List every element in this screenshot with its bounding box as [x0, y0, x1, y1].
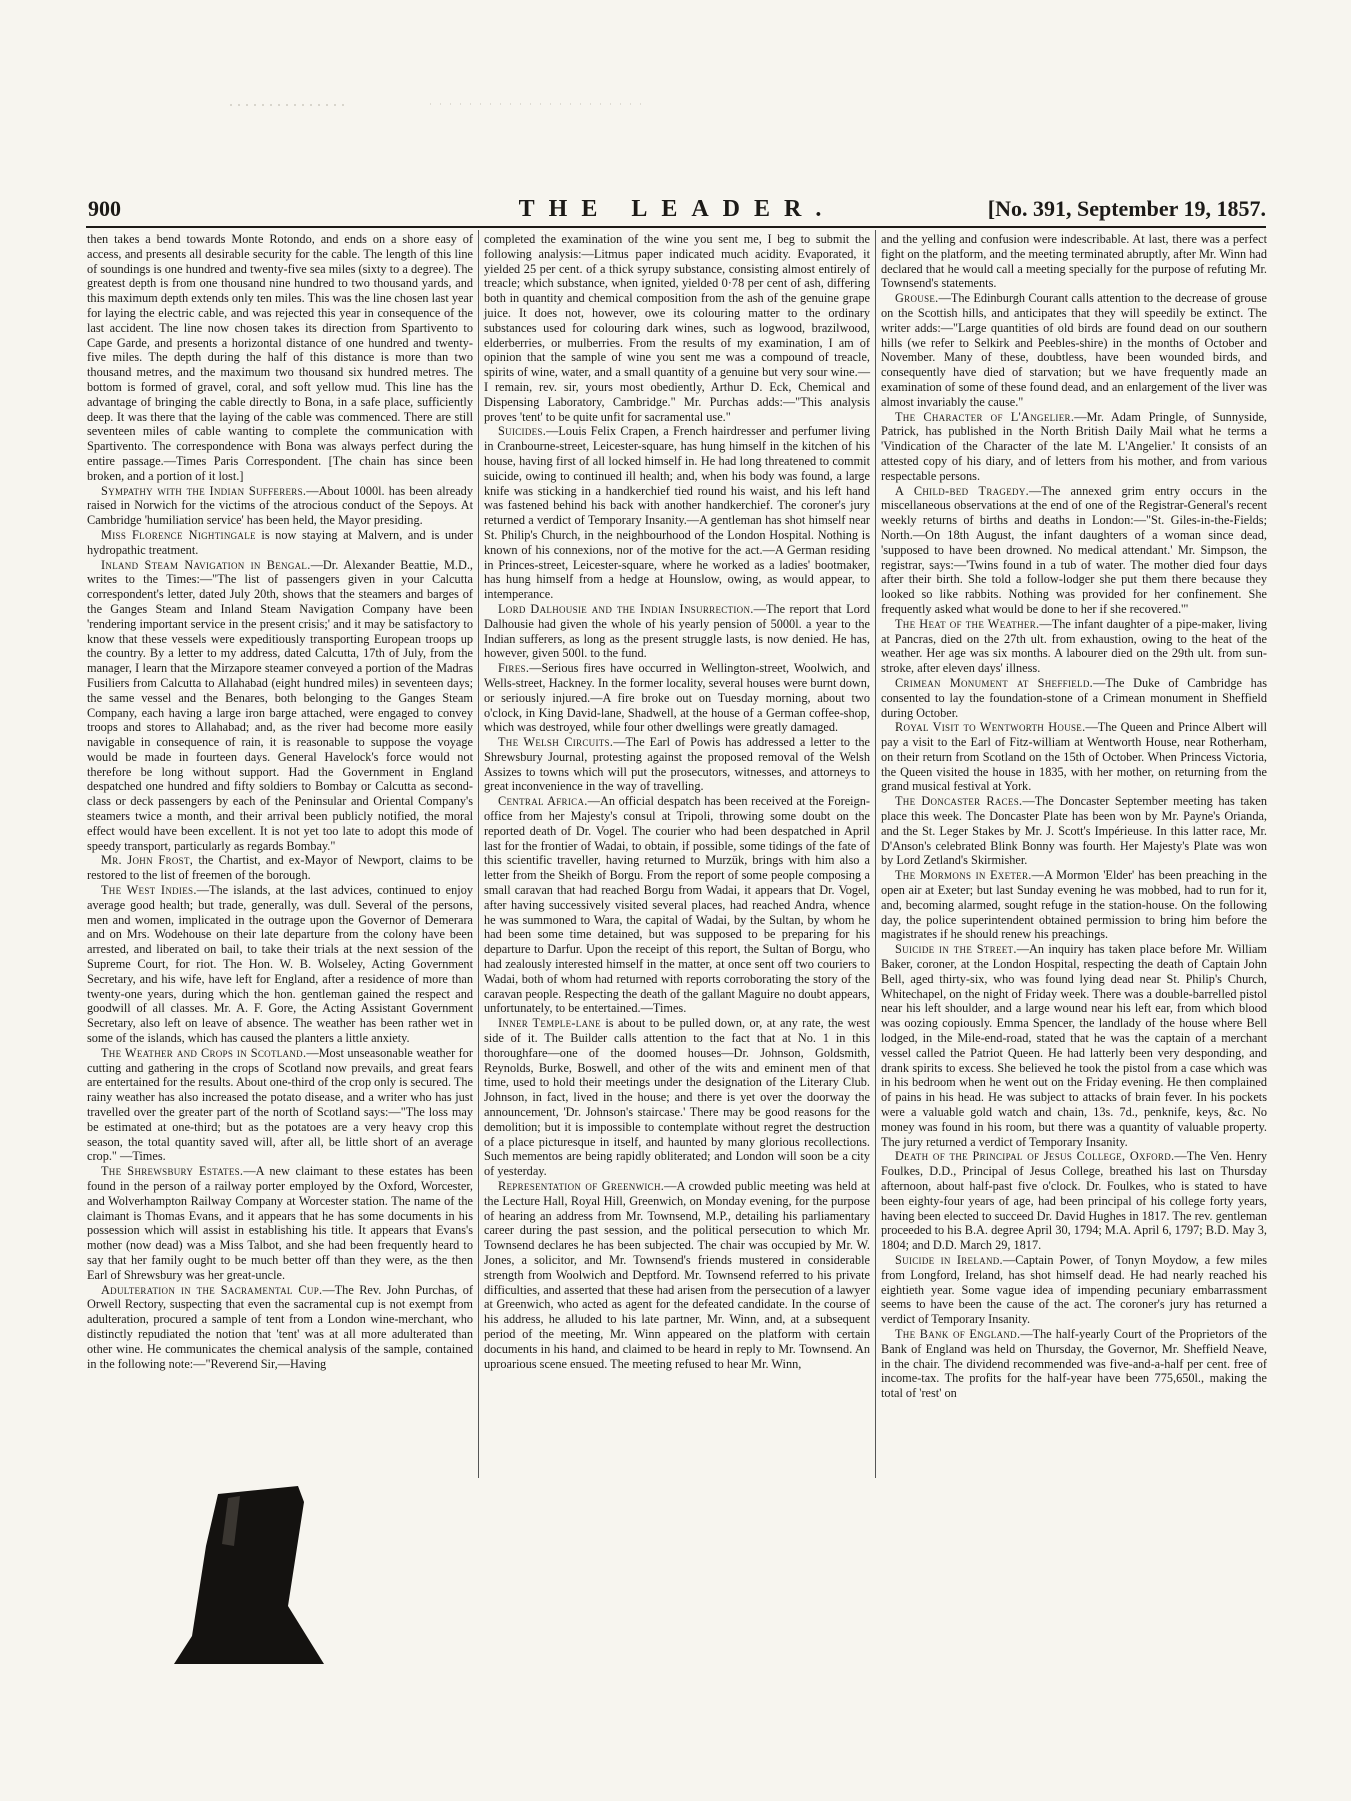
top-scan-specks [230, 96, 650, 104]
article-text: —About 1000l. has been already raised in Norwich for the victims of the atrocious conduct of the Sepoys. At Cambridge 'humiliation service' has been held, the Mayor presiding. [87, 483, 473, 528]
article-paragraph [881, 868, 1267, 942]
article-paragraph [87, 232, 473, 484]
article-paragraph [87, 883, 473, 1046]
article-heading: The West Indies. [101, 883, 197, 898]
article-paragraph [881, 676, 1267, 720]
article-heading: Miss Florence Nightingale [101, 527, 256, 542]
article-paragraph [881, 232, 1267, 291]
article-text: is now staying at Malvern, and is under hydropathic treatment. [87, 527, 473, 557]
article-paragraph [87, 484, 473, 528]
column-2 [484, 232, 870, 1371]
article-heading: The Welsh Circuits. [498, 735, 614, 750]
article-heading: Fires. [498, 661, 530, 676]
article-paragraph [87, 1283, 473, 1372]
article-heading: Sympathy with the Indian Sufferers. [101, 483, 307, 498]
article-heading: The Mormons in Exeter. [895, 868, 1032, 883]
article-heading: Central Africa. [498, 794, 588, 809]
header-rule [86, 226, 1266, 228]
article-heading: Representation of Greenwich. [498, 1179, 665, 1193]
article-text: —The Earl of Powis has addressed a letter to the Shrewsbury Journal, protesting against the proposed removal of the Welsh Assizes to towns which will put the prosecutors, witnesses, and attorneys to great inconvenience in the way of travelling. [484, 735, 870, 794]
article-paragraph [87, 558, 473, 854]
article-text: —Most unseasonable weather for cutting and gathering in the crops of Scotland now prevails, and great fears are entertained for the results. About one-third of the crop only is secured. The rainy weather has also increased the potato disease, and a writer who has just travelled over the greater part of the north of Scotland says:—"The loss may be estimated at one-third; but as the potatoes are a very heavy crop this season, the total quantity saved will, after all, be little short of an average crop." —Times. [87, 1045, 473, 1164]
article-text: —Dr. Alexander Beattie, M.D., writes to the Times:—"The list of passengers given in your Calcutta correspondent's letter, dated July 20th, shows that the steamers and barges of the Ganges Steam and Inland Steam Navigation Company have been 'rendering important service in the present crisis;' and it may be satisfactory to know that these vessels were expeditiously transporting European troops up the country. By a letter to my address, dated Calcutta, 17th of July, from the manager, I learn that the Mirzapore steamer conveyed a portion of the Madras Fusiliers from Calcutta to Allahabad (eight hundred miles) in seventeen days; the same vessel and the Benares, both belonging to the Ganges Steam Company, each having a large iron barge attached, were engaged to convey troops and stores to Allahabad; and, as the river had become more easily navigable in consequence of rain, it is reasonable to suppose the voyage would be made in fourteen days. General Havelock's force would not therefore be long without support. Had the Government in England despatched one hundred and fifty soldiers to Bombay or Calcutta as second-class or deck passengers by each of the Peninsular and Oriental Company's steamers twice a month, and their arrival been publicly notified, the moral effect would have been excellent. It is not yet too late to adopt this mode of speedy transport, particularly as regards Bombay." [87, 557, 473, 853]
page-number: 900 [88, 196, 121, 221]
article-text: —The Queen and Prince Albert will pay a visit to the Earl of Fitz-william at Wentworth House, near Rotherham, on their return from Scotland on the 15th of October. When Princess Victoria, the Queen visited the house in 1835, with her mother, on returning from the grand musical festival at York. [881, 720, 1267, 794]
article-paragraph [881, 410, 1267, 484]
article-text: —Mr. Adam Pringle, of Sunnyside, Patrick, has published in the North British Daily Mail what he terms a 'Vindication of the Character of the late M. L'Angelier.' It consists of an attested copy of his diary, and of letters from his mother, and from various respectable persons. [881, 409, 1267, 483]
article-text: —A new claimant to these estates has been found in the person of a railway porter employed by the Oxford, Worcester, and Wolverhampton Railway Company at Worcester station. The name of the claimant is Thomas Evans, and it appears that he has some documents in his possession which will assist in establishing his title. It appears that Evans's mother (now dead) was a Miss Talbot, and she had been frequently heard to say that her family ought to be much better off than they were, as the then Earl of Shrewsbury was her great-uncle. [87, 1164, 473, 1282]
article-paragraph [881, 942, 1267, 1149]
article-heading: A Child-bed Tragedy. [895, 483, 1029, 498]
masthead-title: THE LEADER. [518, 196, 836, 222]
article-heading: Lord Dalhousie and the Indian Insurrection. [498, 601, 754, 616]
article-heading: Crimean Monument at Sheffield. [895, 675, 1094, 690]
issue-line: [No. 391, September 19, 1857. [987, 196, 1266, 221]
article-heading: The Heat of the Weather. [895, 616, 1040, 631]
article-paragraph [881, 794, 1267, 868]
article-paragraph [881, 617, 1267, 676]
article-paragraph [484, 794, 870, 1016]
article-paragraph [881, 1149, 1267, 1253]
article-heading: Inland Steam Navigation in Bengal. [101, 557, 311, 572]
article-heading: The Bank of England. [895, 1326, 1021, 1341]
article-paragraph [484, 602, 870, 661]
article-heading: The Character of L'Angelier. [895, 409, 1075, 424]
article-heading: The Shrewsbury Estates. [101, 1164, 244, 1179]
article-paragraph [484, 735, 870, 794]
article-paragraph [87, 853, 473, 883]
page-header [88, 196, 1266, 222]
article-text: the Chartist, and ex-Mayor of Newport, claims to be restored to the list of freemen of the borough. [87, 853, 473, 883]
article-text: —The islands, at the last advices, continued to enjoy average good health; but trade, generally, was dull. Several of the persons, men and women, implicated in the outrage upon the Governor of Demerara and on Mrs. Wodehouse on their late departure from the colony have been arrested, and liberated on bail, to take their trials at the next session of the Supreme Court, for riot. The Hon. W. B. Wolseley, Acting Government Secretary, and his wife, have left for England, after a residence of more than twenty-one years, during which the hon. gentleman gained the respect and goodwill of all classes. Mr. A. F. Gore, the Acting Assistant Government Secretary, also left on leave of absence. The weather has been rather wet in some of the islands, which has caused the planters a little anxiety. [87, 883, 473, 1046]
article-text: —Louis Felix Crapen, a French hairdresser and perfumer living in Cranbourne-street, Leicester-square, has hung himself in the kitchen of his house, having first of all locked himself in. He had long threatened to commit suicide, owing to continued ill health; and, when his body was found, a large knife was sticking in a handkerchief tied round his waist, and his left hand was fastened behind his back with another handkerchief. The coroner's jury returned a verdict of Temporary Insanity.—A gentleman has shot himself near St. Philip's Church, in the neighbourhood of the London Hospital. Nothing is known of his connexions, nor of the motive for the act.—A German residing in Princes-street, Leicester-square, where he worked as a ladies' bootmaker, has hung himself from a hedge at Hounslow, owing, as would appear, to intemperance. [484, 424, 870, 602]
column-3 [881, 232, 1267, 1401]
article-text: —The Ven. Henry Foulkes, D.D., Principal of Jesus College, breathed his last on Thursday afternoon, about half-past five o'clock. Dr. Foulkes, who is stated to have been eighty-four years of age, had been principal of his college forty years, having been elected to succeed Dr. David Hughes in 1817. The rev. gentleman proceeded to his B.A. degree April 30, 1794; M.A. April 6, 1797; B.D. May 3, 1804; and D.D. March 29, 1817. [881, 1149, 1267, 1253]
article-text: and the yelling and confusion were indescribable. At last, there was a perfect fight on the platform, and the meeting terminated abruptly, after Mr. Winn had declared that he would call a meeting specially for the purpose of refuting Mr. Townsend's statements. [881, 232, 1267, 291]
article-heading: Inner Temple-lane [498, 1016, 601, 1031]
article-text: —A Mormon 'Elder' has been preaching in the open air at Exeter; but last Sunday evening he was mobbed, had to run for it, and, becoming alarmed, sought refuge in the station-house. On the following day, the police superintendent obtained permission to bring him before the magistrates if he should renew his preachings. [881, 868, 1267, 942]
article-heading: Mr. John Frost, [101, 853, 194, 868]
article-paragraph [881, 1253, 1267, 1327]
article-paragraph [881, 291, 1267, 409]
column-divider [478, 230, 479, 1478]
article-heading: Death of the Principal of Jesus College, Oxford. [895, 1149, 1175, 1164]
column-1 [87, 232, 473, 1371]
article-text: —Serious fires have occurred in Wellington-street, Woolwich, and Wells-street, Hackney. In the former locality, several houses were burnt down, or seriously injured.—A fire broke out on Tuesday morning, about two o'clock, in King David-lane, Shadwell, at the house of a German coffee-shop, which was destroyed, while four other dwellings were greatly damaged. [484, 661, 870, 735]
article-text: —The Duke of Cambridge has consented to lay the foundation-stone of a Crimean monument in Sheffield during October. [881, 675, 1268, 720]
article-paragraph [881, 720, 1267, 794]
article-paragraph [484, 1016, 870, 1179]
article-text: —The Edinburgh Courant calls attention to the decrease of grouse on the Scottish hills, and anticipates that they will speedily be extinct. The writer adds:—"Large quantities of old birds are found dead on our southern hills (we refer to Selkirk and Peebles-shire) in the months of October and November. Many of these, doubtless, have been wounded birds, and consequently have died of starvation; but we have frequently made an examination of some of these found dead, and an enlargement of the liver was almost invariably the cause." [881, 291, 1267, 409]
article-text: —Captain Power, of Tonyn Moydow, a few miles from Longford, Ireland, has shot himself dead. He had nearly reached his eightieth year. Some vague idea of impending pecuniary embarrassment seems to have been the cause of the act. The coroner's jury has returned a verdict of Temporary Insanity. [881, 1252, 1267, 1327]
article-paragraph [87, 1164, 473, 1282]
article-paragraph [87, 528, 473, 558]
article-text: —An inquiry has taken place before Mr. William Baker, coroner, at the London Hospital, respecting the death of Captain John Bell, aged thirty-six, who was found lying dead near St. Philip's Church, Whitechapel, on the night of Friday week. There was a double-barrelled pistol near his left shoulder, and a large wound near his left ear, from which blood was oozing copiously. Emma Spencer, the landlady of the house where Bell lodged, in the Mile-end-road, stated that he was the captain of a merchant vessel called the Patriot Queen. He had latterly been very desponding, and drank spirits to excess. She believed he took the pistol from a case which was in his bedroom when he went out on the Friday evening. He then complained of pains in his head. He was subject to attacks of brain fever. In his pockets were a valuable gold watch and chain, 13s. 7d., penknife, keys, &c. No money was found in his room, but there was a quantity of valuable property. The jury returned a verdict of Temporary Insanity. [881, 942, 1267, 1149]
article-text: —The report that Lord Dalhousie had given the whole of his yearly pension of 5000l. a year to the Indian sufferers, as long as the present struggle lasts, is now denied. He has, however, given 500l. to the fund. [484, 601, 871, 661]
article-text: —The Doncaster September meeting has taken place this week. The Doncaster Plate has been won by Mr. Payne's Orianda, and the St. Leger Stakes by Mr. J. Scott's Impérieuse. In this latter race, Mr. D'Anson's celebrated Blink Bonny was fourth. Her Majesty's Plate was won by Lord Zetland's Skirmisher. [881, 794, 1267, 868]
article-text: —An official despatch has been received at the Foreign-office from her Majesty's consul at Tripoli, throwing some doubt on the reported death of Dr. Vogel. The courier who had been despatched in April last for the frontier of Wadai, to obtain, if possible, some tidings of the fate of this scientific traveller, having returned to Murzük, brings with him also a letter from the Sheikh of Borgu. From the report of some people composing a small caravan that had reached Borgu from Wadai, it appears that Dr. Vogel, after having successively visited several places, had reached Andra, whence he was summoned to Wara, the capital of Wadai, by the Sultan, by whom he had been some time detained, but was supposed to be preparing for his departure to Darfur. Upon the receipt of this report, the Sultan of Borgu, who had zealously interested himself in the matter, at once sent off two couriers to Wadai, both of whom had returned with reports corroborating the story of the caravan people. Respecting the death of the gallant Maguire no doubt appears, unfortunately, to be entertained.—Times. [484, 794, 870, 1016]
article-heading: Suicide in the Street. [895, 942, 1017, 957]
article-text: then takes a bend towards Monte Rotondo, and ends on a shore easy of access, and presents all desirable security for the cable. The length of this line of soundings is one hundred and twenty-five sea miles (sixty to a degree). The greatest depth is from one thousand nine hundred to two thousand yards, and this maximum depth extends only ten miles. This was the line chosen last year for laying the electric cable, and was rejected this year in consequence of the last accident. The line now chosen takes its direction from Spartivento to Cape Garde, and presents a horizontal distance of one hundred and twenty-five miles. The depth during the half of this distance is more than two thousand metres, and the maximum two thousand six hundred metres. The bottom is formed of gravel, coral, and soft yellow mud. This line has the advantage of bringing the cable directly to Bona, in a safe place, sufficiently deep. It was there that the laying of the cable was commenced. There are still seventeen miles of cable wanting to complete the communication with Spartivento. The correspondence with Bona was always perfect during the entire passage.—Times Paris Correspondent. [The chain has since been broken, and a portion of it lost.] [87, 232, 473, 483]
article-text: —The half-yearly Court of the Proprietors of the Bank of England was held on Thursday, the Governor, Mr. Sheffield Neave, in the chair. The dividend recommended was five-and-a-half per cent. free of income-tax. The profits for the half-year have been 775,650l., making the total of 'rest' on [881, 1326, 1267, 1401]
article-heading: Suicides. [498, 424, 547, 439]
article-text: —A crowded public meeting was held at the Lecture Hall, Royal Hill, Greenwich, on Monday evening, for the purpose of hearing an address from Mr. Townsend, M.P., detailing his parliamentary career during the past session, and the political persecution to which Mr. Townsend declares he has been subjected. The chair was occupied by Mr. W. Jones, a solicitor, and Mr. Townsend's friends mustered in considerable strength from Woolwich and Deptford. Mr. Townsend referred to his private difficulties, and asserted that these had arisen from the persecution of a lawyer at Greenwich, who acted as agent for the defeated candidate. In the course of his address, he alluded to his late partner, Mr. Winn, and, at a subsequent period of the meeting, Mr. Winn appeared on the platform with certain documents in his hand, and claimed to be heard in reply to Mr. Townsend. An uproarious scene ensued. The meeting refused to hear Mr. Winn, [484, 1179, 870, 1371]
article-text: —The infant daughter of a pipe-maker, living at Pancras, died on the 27th ult. from exhaustion, owing to the heat of the weather. Her age was six months. A labourer died on the 29th ult. from sun-stroke, after eleven days' illness. [881, 616, 1267, 676]
article-text: is about to be pulled down, or, at any rate, the west side of it. The Builder calls attention to the fact that at No. 1 in this thoroughfare—one of the doomed houses—Dr. Johnson, Goldsmith, Reynolds, Burke, Boswell, and other of the wits and eminent men of that time, used to hold their meetings under the designation of the Literary Club. Johnson, in fact, lived in the house; and there is yet over the doorway the announcement, 'Dr. Johnson's staircase.' There may be good reasons for the demolition; but it is impossible to contemplate without regret the destruction of a place picturesque in itself, and haunted by many glorious recollections. Such mementos are being rapidly obliterated; and London will soon be a city of yesterday. [484, 1016, 870, 1179]
article-heading: The Doncaster Races. [895, 794, 1023, 809]
article-heading: Grouse. [895, 291, 939, 306]
article-paragraph [87, 1046, 473, 1164]
article-heading: The Weather and Crops in Scotland. [101, 1045, 307, 1060]
article-paragraph [881, 1327, 1267, 1401]
article-text: —The Rev. John Purchas, of Orwell Rectory, suspecting that even the sacramental cup is not exempt from adulteration, procured a sample of tent from a London wine-merchant, who distinctly repudiated the notion that 'tent' was at all more adulterated than other wine. He communicates the chemical analysis of the sample, contained in the following note:—"Reverend Sir,—Having [87, 1282, 473, 1371]
article-heading: Adulteration in the Sacramental Cup. [101, 1282, 323, 1297]
article-paragraph [484, 1179, 870, 1371]
article-paragraph [881, 484, 1267, 617]
column-divider [875, 230, 876, 1478]
article-heading: Royal Visit to Wentworth House. [895, 720, 1086, 735]
article-text: completed the examination of the wine you sent me, I beg to submit the following analysis:—Litmus paper indicated much acidity. Evaporated, it yielded 25 per cent. of a thick syrupy substance, consisting almost entirely of treacle; which substance, when ignited, yielded 0·78 per cent of ash, differing both in quantity and chemical composition from the ash of the genuine grape juice. It does not, however, owe its colouring matter to the ordinary substances used for colouring dark wines, such as logwood, brazilwood, elderberries, or mulberries. From the results of my examination, I am of opinion that the sample of wine you sent me was a compound of treacle, spirits of wine, water, and a small quantity of a genuine but very sour wine.—I remain, rev. sir, yours most obediently, Arthur D. Eck, Chemical and Dispensing Laboratory, Cambridge." Mr. Purchas adds:—"This analysis proves 'tent' to be quite unfit for sacramental use." [484, 232, 870, 424]
article-paragraph [484, 232, 870, 424]
article-heading: Suicide in Ireland. [895, 1252, 1003, 1267]
article-paragraph [484, 424, 870, 602]
article-text: —The annexed grim entry occurs in the miscellaneous observations at the end of one of the Registrar-General's recent weekly returns of births and deaths in London:—"St. Giles-in-the-Fields; North.—On 18th August, the infant daughters of a woman since dead, 'supposed to have been drowned. No medical attendant.' Mr. Simpson, the registrar, says:—'Twins found in a tub of water. The mother died four days after their birth. She told a follow-lodger she put them there because they looked so like rabbits. Nothing was provided for her confinement. She frequently asked what would be done to her if she recovered.'" [881, 483, 1267, 616]
article-paragraph [484, 661, 870, 735]
